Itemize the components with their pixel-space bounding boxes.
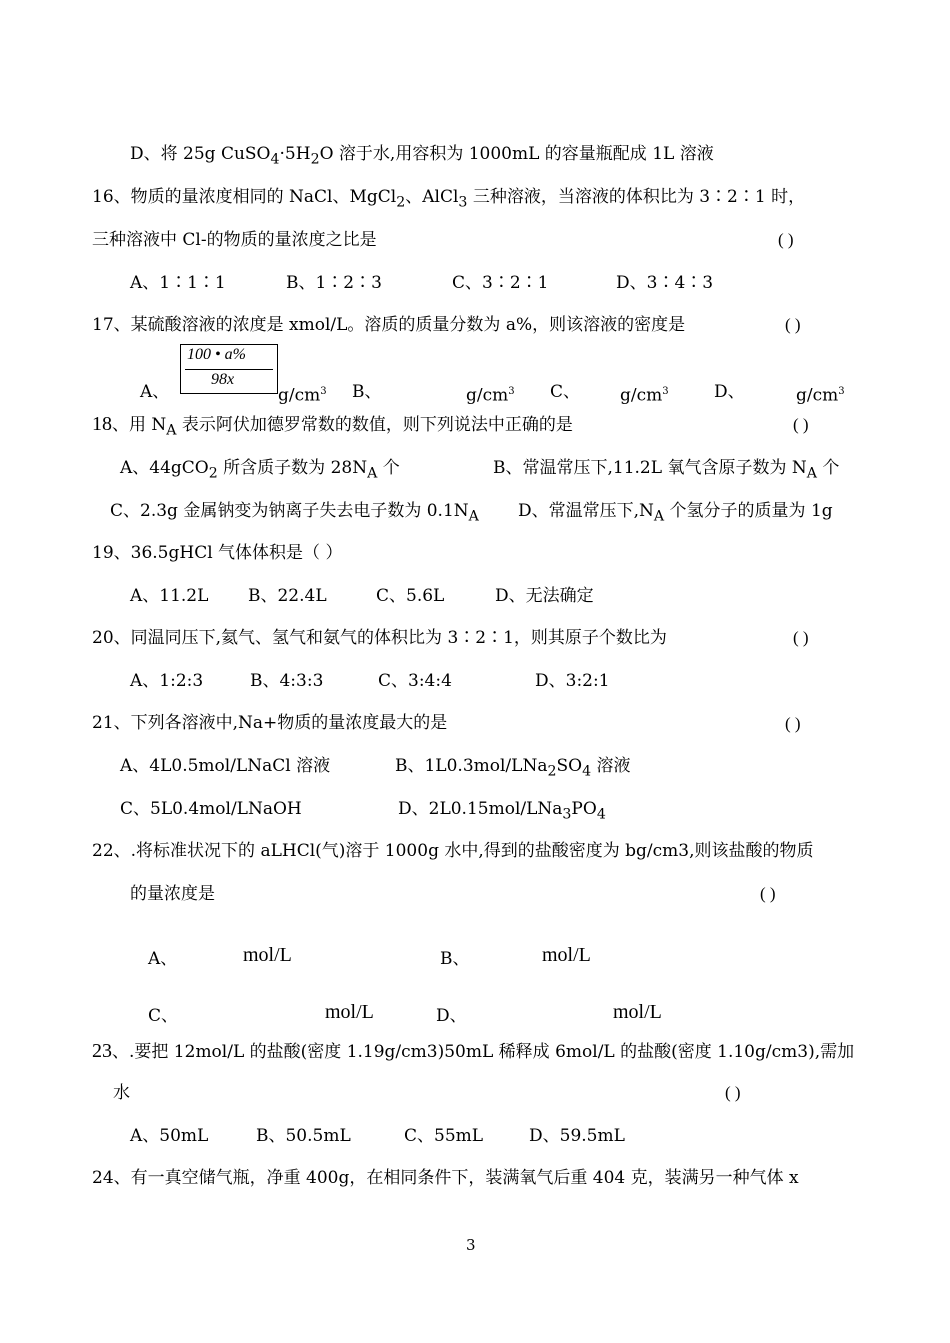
q17-option-c-unit: $g/cm^3$ [620,385,669,406]
q18-option-a: A、44gCO$_2$ 所含质子数为 $28N_A$ 个 [120,458,400,482]
q17-option-b-unit: $g/cm^3$ [466,385,515,406]
q15-option-d: D、将 25g $CuSO_4\cdot 5H_2O$ 溶于水,用容积为 1000mL 的容量瓶配成 1L 溶液 [130,144,714,168]
q21-answer-paren: ( ) [785,714,801,733]
formula-numerator: 100 • a% [187,346,246,363]
q16-option-d: D、3∶4∶3 [616,273,714,293]
q19-stem: 19、36.5gHCl 气体体积是（ ） [92,543,343,563]
q21-option-d: D、$2L0.15mol/LNa_3PO_4$ [398,799,606,823]
q16-stem-line2: 三种溶液中 Cl-的物质的量浓度之比是 [92,230,377,250]
q20-answer-paren: ( ) [793,628,809,647]
q22-option-b-unit: mol/L [542,944,591,966]
q17-option-a: A、 [140,382,170,402]
q22-option-a-unit: mol/L [243,944,292,966]
q19-option-d: D、无法确定 [495,586,594,606]
q17-option-b: B、 [352,382,382,402]
q18-option-c: C、2.3g 金属钠变为钠离子失去电子数为 $0.1N_A$ [110,501,479,525]
q16-answer-paren: ( ) [778,230,794,249]
q23-answer-paren: ( ) [725,1083,741,1102]
q23-option-a: A、50mL [130,1126,209,1146]
q23-option-c: C、55mL [404,1126,484,1146]
q17-stem: 17、某硫酸溶液的浓度是 xmol/L。溶质的质量分数为 a%，则该溶液的密度是 [92,315,686,335]
q16-stem-line1: 16、物质的量浓度相同的 NaCl、MgCl$_2$、AlCl$_3$ 三种溶液，当溶液的体积比为 3∶2∶1 时， [92,187,806,211]
q19-option-c: C、5.6L [376,586,445,606]
q20-option-b: B、4:3:3 [250,671,324,691]
q21-option-b: B、$1L0.3mol/LNa_2SO_4$ 溶液 [395,756,631,780]
q23-stem-line1: 23、.要把 12mol/L 的盐酸(密度 1.19g/cm3)50mL 稀释成 6mol/L 的盐酸(密度 1.10g/cm3),需加 [92,1040,855,1062]
q17-formula-image [180,344,278,394]
q20-option-d: D、3:2:1 [535,671,610,691]
q16-option-b: B、1∶2∶3 [286,273,382,293]
q17-option-c: C、 [550,382,581,402]
q22-option-a: A、 [148,949,178,969]
q17-option-d: D、 [714,382,745,402]
q18-stem: 18、用 $N_A$ 表示阿伏加德罗常数的数值，则下列说法中正确的是 [92,413,573,439]
q22-option-c-unit: mol/L [325,1001,374,1023]
q20-stem: 20、同温同压下,氦气、氢气和氨气的体积比为 3∶2∶1，则其原子个数比为 [92,628,667,648]
q18-option-b: B、常温常压下,11.2L 氧气含原子数为 $N_A$ 个 [493,458,840,482]
q22-option-c: C、 [148,1006,179,1026]
q16-option-c: C、3∶2∶1 [452,273,549,293]
q22-option-d-unit: mol/L [613,1001,662,1023]
q19-option-b: B、22.4L [248,586,327,606]
fraction-bar [185,369,273,370]
q17-answer-paren: ( ) [785,315,801,334]
q16-option-a: A、1∶1∶1 [130,273,226,293]
q22-stem-line1: 22、.将标准状况下的 aLHCl(气)溶于 1000g 水中,得到的盐酸密度为 bg/cm3,则该盐酸的物质 [92,841,814,861]
q21-option-c: C、5L0.4mol/LNaOH [120,799,302,819]
page-number: 3 [466,1236,476,1254]
q23-option-b: B、50.5mL [256,1126,351,1146]
q20-option-a: A、1:2:3 [130,671,204,691]
q23-stem-line2: 水 [113,1083,130,1103]
q21-stem: 21、下列各溶液中,Na+物质的量浓度最大的是 [92,713,448,733]
formula-denominator: 98x [211,371,235,388]
q17-option-a-unit: $g/cm^3$ [278,385,327,406]
q23-option-d: D、59.5mL [529,1126,625,1146]
q20-option-c: C、3:4:4 [378,671,452,691]
q22-answer-paren: ( ) [760,884,776,903]
q19-option-a: A、11.2L [130,586,209,606]
q18-answer-paren: ( ) [793,415,809,434]
q21-option-a: A、4L0.5mol/LNaCl 溶液 [120,756,331,776]
q17-option-d-unit: $g/cm^3$ [796,385,845,406]
q22-option-d: D、 [436,1006,467,1026]
q22-stem-line2: 的量浓度是 [130,884,215,904]
q24-stem-line1: 24、有一真空储气瓶，净重 400g，在相同条件下，装满氧气后重 404 克，装满另一种气体 x [92,1168,799,1188]
q18-option-d: D、常温常压下$,N_A$ 个氢分子的质量为 1g [518,501,833,525]
q22-option-b: B、 [440,949,470,969]
